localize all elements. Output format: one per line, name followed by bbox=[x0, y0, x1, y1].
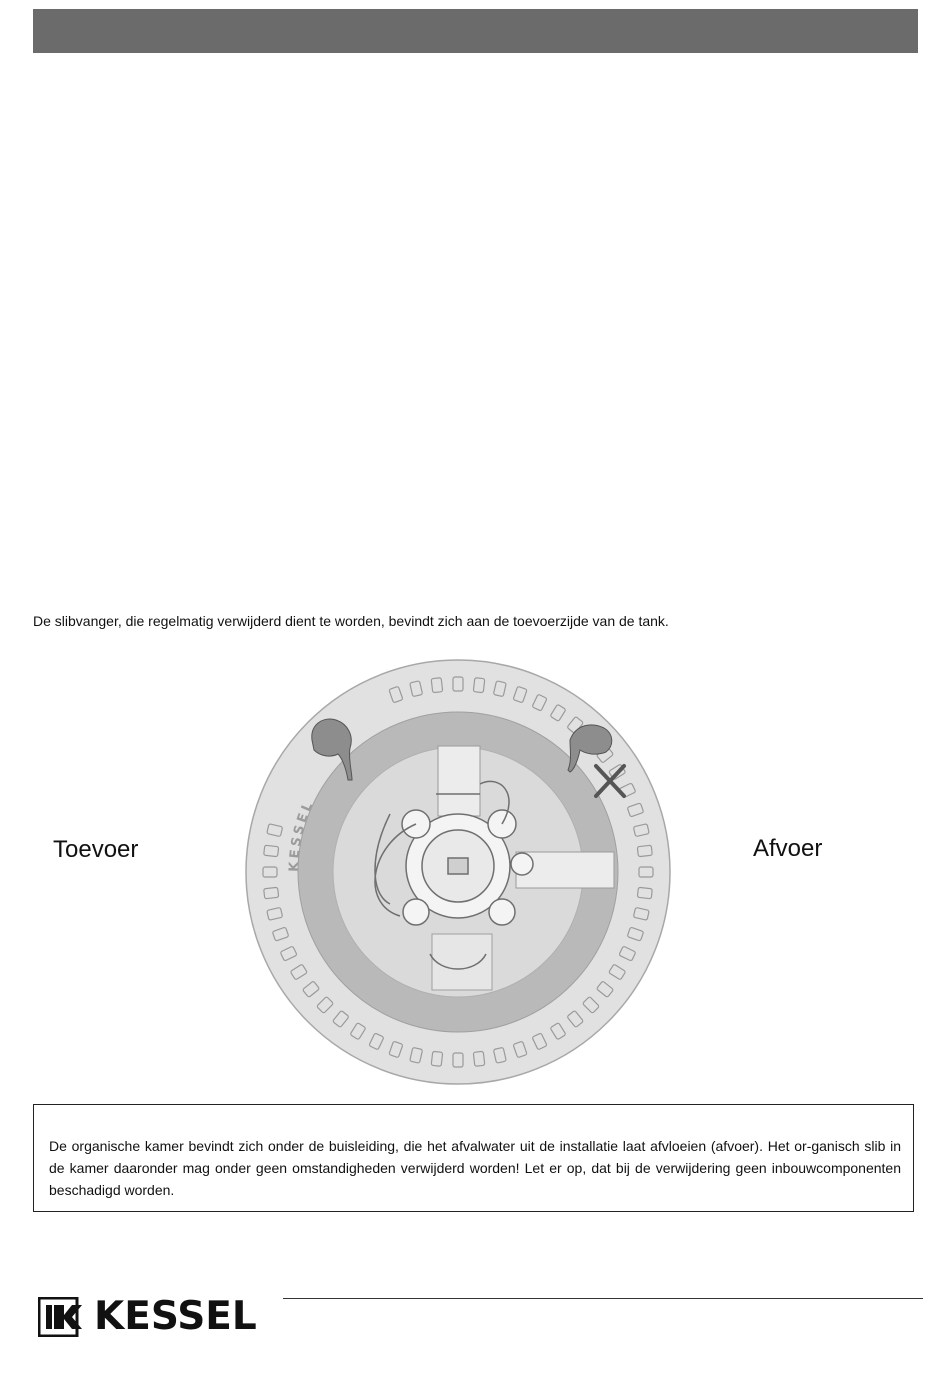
footer-rule bbox=[283, 1298, 923, 1299]
tank-top-view-illustration bbox=[240, 654, 676, 1090]
kessel-logo bbox=[38, 1296, 257, 1338]
kessel-wordmark: KESSEL bbox=[94, 1294, 257, 1339]
rim-brand-text: KESSEL bbox=[286, 797, 318, 873]
header-bar bbox=[33, 9, 918, 53]
inlet-pipe bbox=[438, 746, 480, 816]
note-box bbox=[33, 1104, 914, 1212]
kessel-logo-mark bbox=[38, 1297, 90, 1337]
note-text: De organische kamer bevindt zich onder de buisleiding, die het afvalwater uit de installatie laat afvloeien (afvoer). Het or-ganisch slib in de kamer daaronder mag onder geen omstandigheden verwijderd worden! Let er op, dat bij de verwijdering geen inbouwcomponenten beschadigd worden. bbox=[49, 1138, 901, 1198]
intro-paragraph: De slibvanger, die regelmatig verwijderd dient te worden, bevindt zich aan de toevoerzijde van de tank. bbox=[33, 613, 669, 629]
lower-pipe bbox=[432, 934, 492, 990]
outlet-label: Afvoer bbox=[753, 835, 823, 862]
inlet-label: Toevoer bbox=[53, 836, 139, 863]
